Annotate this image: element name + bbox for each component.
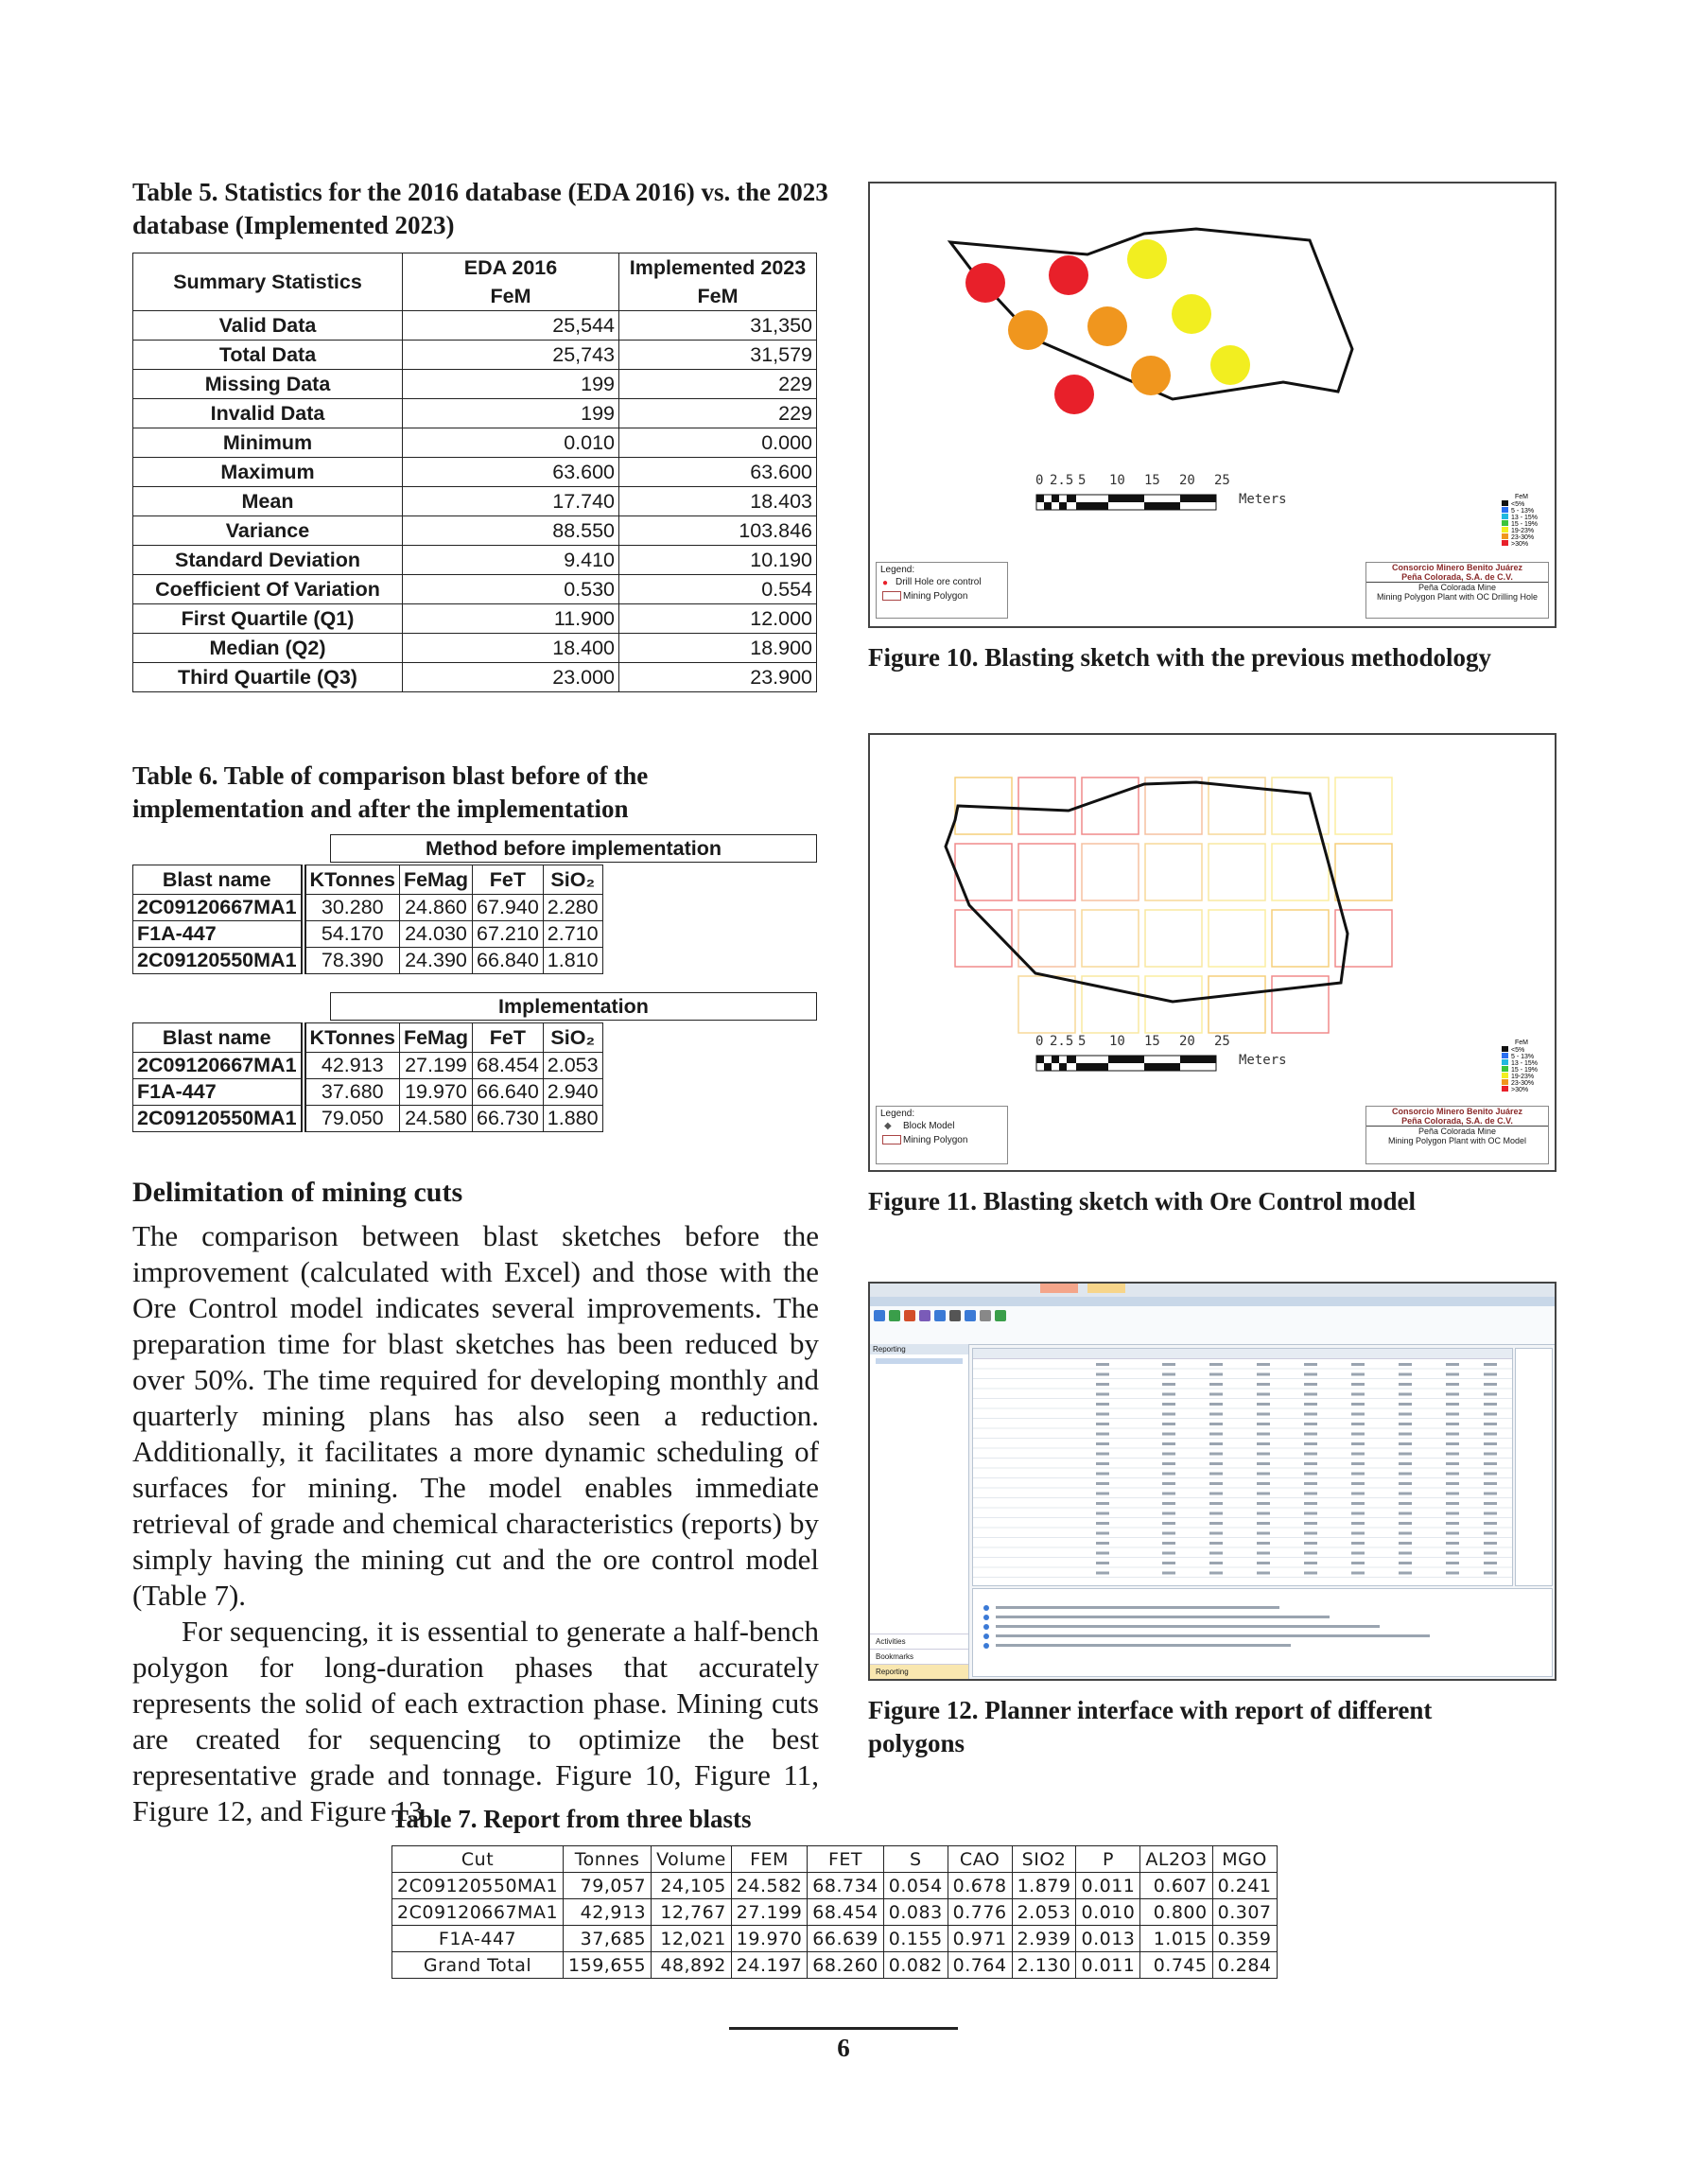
scale-label: 20 [1179,1034,1195,1049]
cut-value: 79,057 [564,1873,652,1899]
table6-section2: Implementation [331,993,817,1021]
svg-text:FeM: FeM [1515,1040,1528,1046]
ribbon-tabs[interactable] [870,1297,1555,1306]
figure11-caption: Figure 11. Blasting sketch with Ore Control model [868,1187,1417,1215]
grade-key [1502,1040,1538,1093]
blast-value: 24.580 [399,1106,472,1132]
scale-label: 15 [1144,473,1160,488]
table6-col-header: FeMag [399,1023,472,1053]
table7-col-header: SIO2 [1012,1846,1076,1873]
stat-eda2016: 0.530 [403,575,619,604]
table6-header-row [133,1023,603,1053]
figure10-title-block: Consorcio Minero Benito Juárez Peña Colorada, S.A. de C.V. Peña Colorada Mine Mining Polygon Plant with OC Drilling Hole [1365,562,1549,619]
block-cell [1018,778,1075,834]
figure11-title-block: Consorcio Minero Benito Juárez Peña Colorada, S.A. de C.V. Peña Colorada Mine Mining Polygon Plant with OC Model [1365,1106,1549,1164]
blast-name: 2C09120550MA1 [133,948,304,974]
ribbon-toolbar[interactable] [870,1306,1555,1345]
stat-name: Median (Q2) [133,634,403,663]
stat-eda2016: 88.550 [403,516,619,546]
svg-text:<5%: <5% [1511,1047,1525,1054]
cut-name: F1A-447 [392,1926,564,1952]
cut-value: 68.734 [808,1873,883,1899]
table6-row [133,948,603,974]
nav-reporting[interactable]: Reporting [870,1664,968,1679]
stat-impl2023: 31,350 [619,311,817,341]
stat-name: Third Quartile (Q3) [133,663,403,692]
paragraph-1: The comparison between blast sketches before the improvement (calculated with Excel) and those with the Ore Control model indicates several improvements. The preparation time for blast sketches has been reduced by over 50%. The time required for developing monthly and quarterly mining plans has also seen a reduction. Additionally, it facilitates a more dynamic scheduling of surfaces for mining. The model enables immediate retrieval of grade and chemical characteristics (reports) by simply having the mining cut and the ore control model (Table 7). [132,1219,819,1612]
cut-value: 0.155 [883,1926,948,1952]
blast-value: 66.840 [473,948,544,974]
table7-col-header: CAO [948,1846,1012,1873]
stat-name: Missing Data [133,370,403,399]
cut-value: 0.083 [883,1899,948,1926]
cut-name: 2C09120667MA1 [392,1899,564,1926]
table6-row [133,1106,603,1132]
blast-value: 30.280 [304,895,400,921]
svg-text:FeM: FeM [1515,494,1528,500]
figure10-legend: Legend: ● Drill Hole ore control Mining Polygon [876,562,1008,619]
table5-row [133,546,817,575]
figure11-image [868,733,1557,1172]
stat-impl2023: 229 [619,399,817,428]
table6-col-header: KTonnes [304,865,400,895]
scale-bar [1035,473,1287,510]
blast-value: 2.940 [543,1079,602,1106]
table7-row [392,1899,1278,1926]
table7-col-header: AL2O3 [1140,1846,1212,1873]
table7-col-header: FEM [731,1846,807,1873]
scale-label: 10 [1109,1034,1125,1049]
scale-unit: Meters [1239,1053,1287,1068]
table5-row [133,311,817,341]
table5-row [133,370,817,399]
block-cell [1018,910,1075,967]
cut-value: 0.011 [1076,1952,1140,1979]
cut-value: 12,767 [652,1899,732,1926]
cut-value: 68.260 [808,1952,883,1979]
ribbon-tool-icon[interactable] [980,1310,991,1321]
table6-row [133,921,603,948]
mining-polygon [946,782,1348,1002]
table5-head-c1b: FeM [403,282,619,311]
blast-name: F1A-447 [133,1079,304,1106]
cut-value: 24.582 [731,1873,807,1899]
section-body [132,1218,819,1829]
blast-value: 1.880 [543,1106,602,1132]
table6-header-row [133,865,603,895]
table7-col-header: S [883,1846,948,1873]
scale-unit: Meters [1239,492,1287,507]
cut-value: 0.082 [883,1952,948,1979]
scale-bar [1035,1034,1287,1071]
cut-value: 0.607 [1140,1873,1212,1899]
blast-value: 19.970 [399,1079,472,1106]
cut-value: 0.800 [1140,1899,1212,1926]
scale-label: 5 [1078,473,1087,488]
stat-name: Valid Data [133,311,403,341]
blast-name: 2C09120667MA1 [133,1053,304,1079]
cut-value: 0.284 [1212,1952,1277,1979]
table7-col-header: Cut [392,1846,564,1873]
cut-value: 0.054 [883,1873,948,1899]
block-cell [1335,844,1392,900]
stat-impl2023: 23.900 [619,663,817,692]
scale-label: 2.5 [1050,473,1074,488]
table5-row [133,428,817,458]
stat-name: Minimum [133,428,403,458]
grade-key [1502,494,1538,548]
table6-col-header: SiO₂ [543,865,602,895]
svg-text:19-23%: 19-23% [1511,1074,1535,1080]
blast-value: 66.640 [473,1079,544,1106]
stat-name: Variance [133,516,403,546]
table5-caption: Table 5. Statistics for the 2016 database (EDA 2016) vs. the 2023 database (Implemented 2023) [132,178,828,239]
stat-name: Coefficient Of Variation [133,575,403,604]
table6-row [133,1079,603,1106]
page-number: 6 [837,2034,850,2062]
cut-value: 0.011 [1076,1873,1140,1899]
left-panel [870,1344,969,1679]
stat-name: Total Data [133,341,403,370]
block-cell [1018,844,1075,900]
table7-col-header: FET [808,1846,883,1873]
scale-label: 2.5 [1050,1034,1074,1049]
blast-value: 24.030 [399,921,472,948]
table6-section1: Method before implementation [331,835,817,863]
table5-row [133,487,817,516]
ribbon-tool-icon[interactable] [934,1310,946,1321]
stat-eda2016: 18.400 [403,634,619,663]
block-cell [1209,844,1265,900]
block-cell [1272,844,1329,900]
nav-bookmarks[interactable]: Bookmarks [870,1649,968,1664]
blast-name: 2C09120550MA1 [133,1106,304,1132]
stat-impl2023: 18.403 [619,487,817,516]
ribbon-tool-icon[interactable] [995,1310,1006,1321]
stat-impl2023: 63.600 [619,458,817,487]
table6-col-header: SiO₂ [543,1023,602,1053]
blast-value: 78.390 [304,948,400,974]
blast-value: 27.199 [399,1053,472,1079]
drill-hole-high [1049,255,1088,295]
block-cell [1145,778,1202,834]
drill-hole-mid [1008,310,1048,350]
stat-impl2023: 229 [619,370,817,399]
cut-value: 12,021 [652,1926,732,1952]
nav-activities[interactable]: Activities [870,1634,968,1649]
block-cell [1082,910,1139,967]
cut-value: 0.971 [948,1926,1012,1952]
ribbon-tool-icon[interactable] [874,1310,885,1321]
scale-label: 5 [1078,1034,1087,1049]
table7-row [392,1952,1278,1979]
table6-col-header: KTonnes [304,1023,400,1053]
paragraph-2: For sequencing, it is essential to generate a half-bench polygon for long-duration phases that accurately represents the solid of each extraction phase. Mining cuts are created for sequencing to optimize the best representative grade and tonnage. Figure 10, Figure 11, Figure 12, and Figure 13 [132,1615,819,1827]
stat-eda2016: 199 [403,399,619,428]
table6-col-header: Blast name [133,1023,304,1053]
cut-value: 66.639 [808,1926,883,1952]
stat-eda2016: 23.000 [403,663,619,692]
block-cell [1272,778,1329,834]
blast-value: 24.390 [399,948,472,974]
blast-name: F1A-447 [133,921,304,948]
ribbon-tool-icon[interactable] [889,1310,900,1321]
block-cell [1145,910,1202,967]
ribbon-tool-icon[interactable] [919,1310,930,1321]
stat-impl2023: 103.846 [619,516,817,546]
svg-text:<5%: <5% [1511,501,1525,508]
table5-row [133,575,817,604]
stat-eda2016: 25,544 [403,311,619,341]
drill-hole-mid [1087,306,1127,346]
cut-value: 0.013 [1076,1926,1140,1952]
stat-impl2023: 12.000 [619,604,817,634]
cut-value: 0.010 [1076,1899,1140,1926]
stat-eda2016: 199 [403,370,619,399]
cut-value: 48,892 [652,1952,732,1979]
svg-text:>30%: >30% [1511,541,1529,548]
blast-value: 68.454 [473,1053,544,1079]
ribbon-tool-icon[interactable] [904,1310,915,1321]
svg-text:15 - 19%: 15 - 19% [1511,1067,1539,1074]
blast-name: 2C09120667MA1 [133,895,304,921]
svg-text:5 - 13%: 5 - 13% [1511,1054,1535,1060]
drill-hole-low [1210,345,1250,385]
app-title-bar [870,1284,1555,1297]
panel-header: Reporting [870,1344,968,1354]
stat-impl2023: 31,579 [619,341,817,370]
table5-row [133,663,817,692]
svg-text:23-30%: 23-30% [1511,534,1535,541]
block-cell [1145,976,1202,1033]
cut-value: 1.015 [1140,1926,1212,1952]
stat-name: Invalid Data [133,399,403,428]
stat-eda2016: 17.740 [403,487,619,516]
blast-value: 54.170 [304,921,400,948]
figure11-sketch [870,735,1555,1170]
cut-value: 0.764 [948,1952,1012,1979]
cut-value: 0.359 [1212,1926,1277,1952]
report-grid[interactable] [972,1348,1513,1586]
svg-text:23-30%: 23-30% [1511,1080,1535,1087]
message-lines [973,1589,1552,1674]
table6-caption: Table 6. Table of comparison blast before of the implementation and after the implementation [132,761,649,823]
stat-name: Standard Deviation [133,546,403,575]
table6-row [133,1053,603,1079]
table7 [391,1845,1278,1979]
table6-col-header: FeT [473,865,544,895]
block-cell [1082,778,1139,834]
blast-value: 2.053 [543,1053,602,1079]
blast-value: 2.710 [543,921,602,948]
stat-impl2023: 0.000 [619,428,817,458]
cut-value: 42,913 [564,1899,652,1926]
svg-text:13 - 15%: 13 - 15% [1511,1060,1539,1067]
blast-value: 66.730 [473,1106,544,1132]
table6-col-header: FeT [473,1023,544,1053]
table5 [132,253,817,692]
table5-row [133,458,817,487]
block-cell [1335,778,1392,834]
table5-row [133,634,817,663]
right-panel [1515,1348,1553,1586]
blast-value: 67.210 [473,921,544,948]
drill-hole-mid [1131,356,1171,395]
cut-value: 37,685 [564,1926,652,1952]
cut-value: 2.939 [1012,1926,1076,1952]
blast-value: 67.940 [473,895,544,921]
section-heading: Delimitation of mining cuts [132,1177,463,1208]
figure10-image [868,182,1557,628]
cut-value: 1.879 [1012,1873,1076,1899]
figure12-caption: Figure 12. Planner interface with report of different polygons [868,1696,1433,1757]
stat-eda2016: 9.410 [403,546,619,575]
scale-label: 20 [1179,473,1195,488]
table5-row [133,341,817,370]
table5-row [133,399,817,428]
block-cell [1272,910,1329,967]
block-cell [1018,976,1075,1033]
svg-text:13 - 15%: 13 - 15% [1511,515,1539,521]
table5-head-stat: Summary Statistics [133,253,403,311]
block-cell [1209,910,1265,967]
drill-hole-high [1054,375,1094,414]
scale-label: 10 [1109,473,1125,488]
scale-label: 25 [1214,1034,1230,1049]
blast-value: 1.810 [543,948,602,974]
stat-eda2016: 25,743 [403,341,619,370]
block-cell [1209,976,1265,1033]
scale-label: 15 [1144,1034,1160,1049]
table5-head-c2b: FeM [619,282,817,311]
blast-value: 79.050 [304,1106,400,1132]
cut-value: 19.970 [731,1926,807,1952]
block-cell [1145,844,1202,900]
table5-row [133,516,817,546]
table6-col-header: FeMag [399,865,472,895]
blast-value: 2.280 [543,895,602,921]
cut-value: 27.199 [731,1899,807,1926]
table7-caption: Table 7. Report from three blasts [391,1805,752,1833]
cut-value: 24.197 [731,1952,807,1979]
stat-name: Mean [133,487,403,516]
svg-text:5 - 13%: 5 - 13% [1511,508,1535,515]
figure10-caption: Figure 10. Blasting sketch with the previous methodology [868,643,1492,672]
table6-col-header: Blast name [133,865,304,895]
table7-col-header: MGO [1212,1846,1277,1873]
cut-value: 0.776 [948,1899,1012,1926]
drill-hole-high [965,263,1005,303]
cut-name: Grand Total [392,1952,564,1979]
stat-impl2023: 10.190 [619,546,817,575]
cut-value: 2.130 [1012,1952,1076,1979]
blast-value: 42.913 [304,1053,400,1079]
stat-eda2016: 11.900 [403,604,619,634]
svg-text:15 - 19%: 15 - 19% [1511,521,1539,528]
table6-row [133,895,603,921]
ribbon-tool-icon[interactable] [965,1310,976,1321]
table7-row [392,1873,1278,1899]
stat-eda2016: 0.010 [403,428,619,458]
table7-header-row [392,1846,1278,1873]
cut-value: 68.454 [808,1899,883,1926]
stat-name: Maximum [133,458,403,487]
cut-name: 2C09120550MA1 [392,1873,564,1899]
figure12-image [868,1282,1557,1681]
figure11-legend: Legend: ◆ Block Model Mining Polygon [876,1106,1008,1164]
table5-row [133,604,817,634]
cut-value: 24,105 [652,1873,732,1899]
block-cell [1082,844,1139,900]
ribbon-tool-icon[interactable] [949,1310,961,1321]
cut-value: 159,655 [564,1952,652,1979]
cut-value: 2.053 [1012,1899,1076,1926]
table5-head-c1: EDA 2016 [403,253,619,283]
blast-value: 37.680 [304,1079,400,1106]
table7-col-header: Tonnes [564,1846,652,1873]
stat-impl2023: 0.554 [619,575,817,604]
stat-eda2016: 63.600 [403,458,619,487]
stat-name: First Quartile (Q1) [133,604,403,634]
blast-value: 24.860 [399,895,472,921]
cut-value: 0.678 [948,1873,1012,1899]
cut-value: 0.241 [1212,1873,1277,1899]
scale-label: 0 [1035,473,1044,488]
scale-label: 25 [1214,473,1230,488]
messages-panel [972,1588,1553,1677]
figure10-sketch [870,183,1555,626]
table7-col-header: Volume [652,1846,732,1873]
report-grid-lines [973,1359,1512,1584]
drill-hole-low [1127,239,1167,279]
table5-head-c2: Implemented 2023 [619,253,817,283]
stat-impl2023: 18.900 [619,634,817,663]
drill-hole-low [1172,294,1211,334]
cut-value: 0.307 [1212,1899,1277,1926]
table7-row [392,1926,1278,1952]
table7-col-header: P [1076,1846,1140,1873]
svg-text:19-23%: 19-23% [1511,528,1535,534]
cut-value: 0.745 [1140,1952,1212,1979]
footer-rule [729,2027,958,2030]
block-model [955,778,1392,1033]
scale-label: 0 [1035,1034,1044,1049]
svg-text:>30%: >30% [1511,1087,1529,1093]
